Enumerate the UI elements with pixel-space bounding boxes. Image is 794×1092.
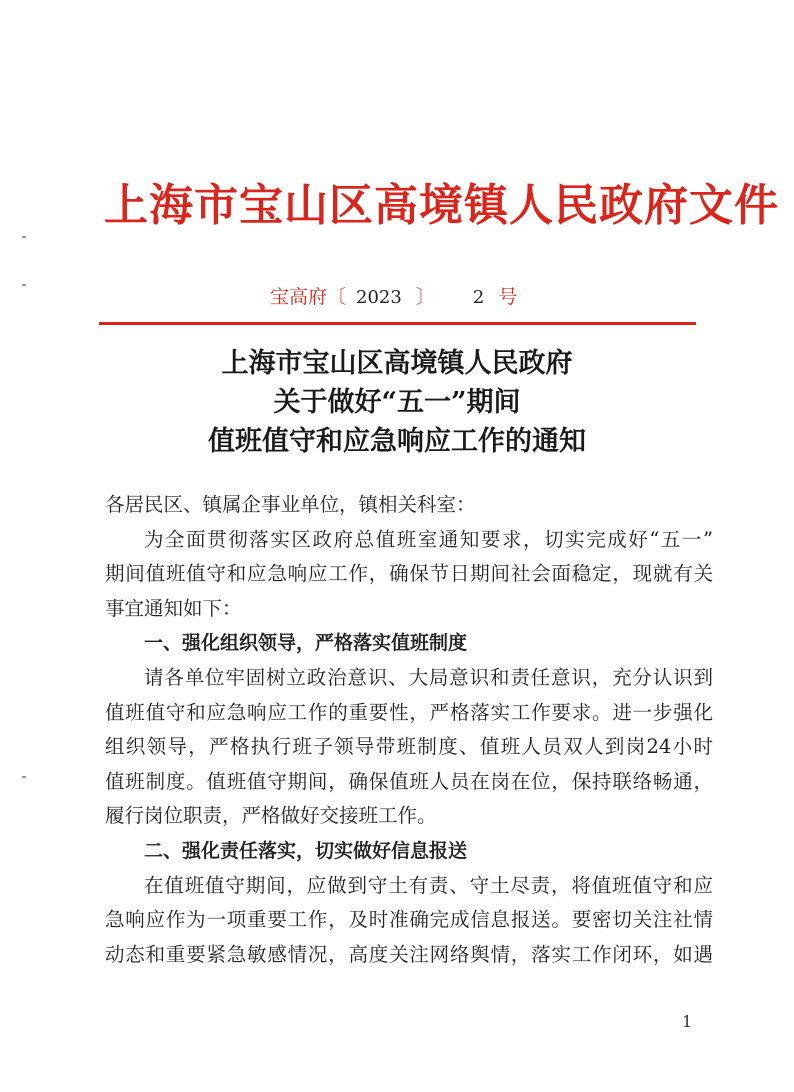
document-header-title: 上海市宝山区高境镇人民政府文件 xyxy=(104,180,779,231)
notice-title xyxy=(97,344,697,461)
notice-title-line: 关于做好“五一”期间 xyxy=(273,387,521,418)
doc-number-bracket: 〕 xyxy=(415,286,435,308)
doc-number-value: 2 xyxy=(472,287,485,308)
document-number xyxy=(270,284,517,311)
scan-edge-mark xyxy=(22,776,26,778)
red-divider-line xyxy=(99,322,696,325)
body-line: 急响应作为一项重要工作，及时准确完成信息报送。要密切关注社情 xyxy=(105,908,713,932)
doc-number-prefix: 宝高府〔 xyxy=(270,286,347,308)
body-line: 值班值守和应急响应工作的重要性，严格落实工作要求。进一步强化 xyxy=(105,700,713,724)
body-line: 为全面贯彻落实区政府总值班室通知要求，切实完成好“五一” xyxy=(144,527,713,551)
body-line: 请各单位牢固树立政治意识、大局意识和责任意识，充分认识到 xyxy=(144,665,713,689)
body-line: 动态和重要紧急敏感情况，高度关注网络舆情，落实工作闭环，如遇 xyxy=(105,942,713,966)
notice-title-line: 上海市宝山区高境镇人民政府 xyxy=(221,348,573,379)
body-line: 在值班值守期间，应做到守土有责、守土尽责，将值班值守和应 xyxy=(144,873,713,897)
scan-edge-mark xyxy=(22,284,26,286)
body-line: 期间值班值守和应急响应工作，确保节日期间社会面稳定，现就有关 xyxy=(105,562,713,586)
body-line: 事宜通知如下： xyxy=(105,596,242,620)
scan-edge-mark xyxy=(22,236,26,238)
doc-number-year: 2023 xyxy=(356,287,402,308)
document-body xyxy=(105,488,713,972)
page-number: 1 xyxy=(682,1012,693,1031)
doc-number-suffix: 号 xyxy=(498,286,518,308)
section-heading: 二、强化责任落实，切实做好信息报送 xyxy=(144,839,468,862)
body-line: 组织领导，严格执行班子领导带班制度、值班人员双人到岗24小时 xyxy=(105,735,713,759)
section-heading: 一、强化组织领导，严格落实值班制度 xyxy=(144,632,468,655)
body-line: 履行岗位职责，严格做好交接班工作。 xyxy=(105,804,437,828)
salutation: 各居民区、镇属企事业单位，镇相关科室： xyxy=(105,493,476,516)
notice-title-line: 值班值守和应急响应工作的通知 xyxy=(208,426,586,457)
body-line: 值班制度。值班值守期间，确保值班人员在岗在位，保持联络畅通， xyxy=(105,769,713,793)
